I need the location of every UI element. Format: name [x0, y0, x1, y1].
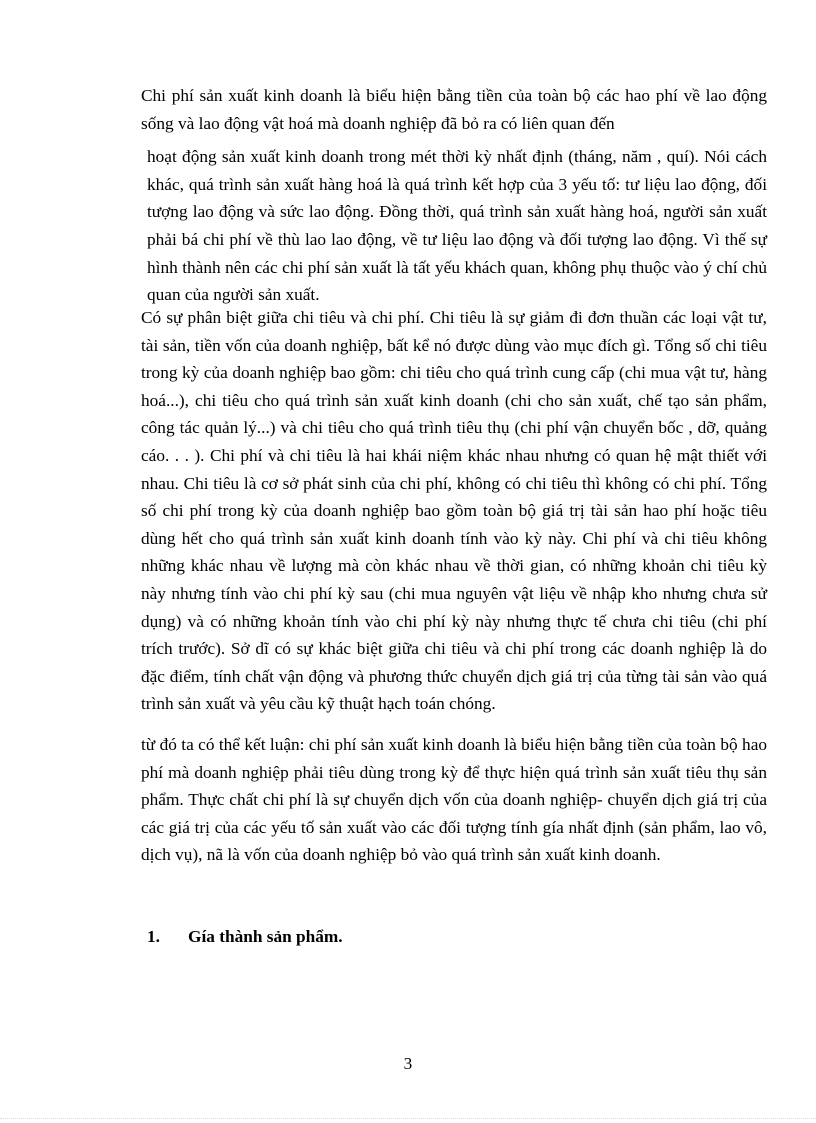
paragraph-1-rest: hoạt động sản xuất kinh doanh trong mét thời kỳ nhất định (tháng, năm , quí). Nói cách khác, quá trình sản xuất hàng hoá là quá trình kết hợp của 3 yếu tố: tư liệu lao động, đối tượng lao động và sức lao động. Đồng thời, quá trình sản xuất hàng hoá, người sản xuất phải bá chi phí về thù lao lao động, về tư liệu lao động và đối tượng lao động. Vì thế sự hình thành nên các chi phí sản xuất là tất yếu khách quan, không phụ thuộc vào ý chí chủ quan của người sản xuất.	[147, 147, 767, 305]
paragraph-3	[141, 731, 767, 875]
paragraph-3-text: từ đó ta có thể kết luận: chi phí sản xuất kinh doanh là biểu hiện bằng tiền của toàn bộ hao phí mà doanh nghiệp phải tiêu dùng trong kỳ để thực hiện quá trình sản xuất tiêu thụ sản phẩm. Thực chất chi phí là sự chuyển dịch vốn của doanh nghiệp- chuyển dịch giá trị của các giá trị của các yếu tố sản xuất vào các đối tượng tính gía nhất định (sản phẩm, lao vô, dịch vụ), nã là vốn của doanh nghiệp bỏ vào quá trình sản xuất kinh doanh.	[141, 735, 767, 865]
page-bottom-divider	[0, 1118, 816, 1119]
section-heading	[147, 927, 343, 947]
paragraph-1-first: Chi phí sản xuất kinh doanh là biểu hiện bằng tiền của toàn bộ các hao phí về lao động sống và lao động vật hoá mà doanh nghiệp đã bỏ ra có liên quan đến	[141, 86, 767, 133]
paragraph-2-text: Có sự phân biệt giữa chi tiêu và chi phí. Chi tiêu là sự giảm đi đơn thuần các loại vật tư, tài sản, tiền vốn của doanh nghiệp, bất kể nó được dùng vào mục đích gì. Tổng số chi tiêu trong kỳ của doanh nghiệp bao gồm: chi tiêu cho quá trình cung cấp (chi mua vật tư, hàng hoá...), chi tiêu cho quá trình sản xuất kinh doanh (chi cho sản xuất, chế tạo sản phẩm, công tác quản lý...) và chi tiêu cho quá trình tiêu thụ (chi phí vận chuyển bốc , dỡ, quảng cáo. . . ). Chi phí và chi tiêu là hai khái niệm khác nhau nhưng có quan hệ mật thiết với nhau. Chi tiêu là cơ sở phát sinh của chi phí, không có chi tiêu thì không có chi phí. Tổng số chi phí trong kỳ của doanh nghiệp bao gồm toàn bộ giá trị tài sản hao phí hoặc tiêu dùng hết cho quá trình sản xuất kinh doanh tính vào kỳ này. Chi phí và chi tiêu không những khác nhau về lượng mà còn khác nhau về thời gian, có những khoản chi tiêu kỳ này nhưng tính vào chi phí kỳ sau (chi mua nguyên vật liệu về nhập kho nhưng chưa sử dụng) và có những khoản tính vào chi phí kỳ này nhưng thực tế chưa chi tiêu (chi phí trích trước). Sở dĩ có sự khác biệt giữa chi tiêu và chi phí trong các doanh nghiệp là do đặc điểm, tính chất vận động và phương thức chuyển dịch giá trị của từng tài sản vào quá trình sản xuất và yêu cầu kỹ thuật hạch toán chóng.	[141, 308, 767, 714]
paragraph-2	[141, 304, 767, 724]
page-number: 3	[403, 1054, 413, 1073]
section-title: Gía thành sản phẩm.	[188, 927, 343, 946]
section-number: 1.	[147, 927, 160, 946]
paragraph-1	[141, 82, 767, 315]
